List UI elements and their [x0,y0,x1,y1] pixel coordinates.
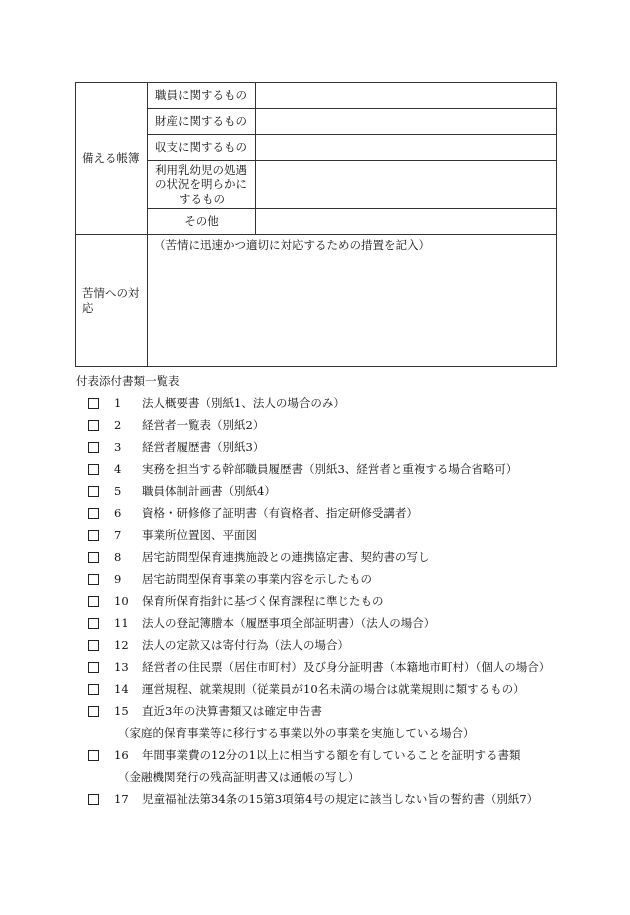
attachment-number: 11 [114,616,129,630]
attachment-text: 法人の登記簿謄本（履歴事項全部証明書）（法人の場合） [142,616,436,630]
attachment-number: 14 [114,682,129,696]
checkbox-icon[interactable] [88,552,99,563]
attachment-item [88,788,550,810]
checkbox-icon[interactable] [88,618,99,629]
books-row-income-field[interactable] [256,135,557,161]
attachment-text: 資格・研修修了証明書（有資格者、指定研修受講者） [142,506,418,520]
complaint-note: （苦情に迅速かつ適切に対応するための措置を記入） [154,238,430,253]
books-label: 備える帳簿 [76,83,148,235]
attachment-number: 2 [114,418,122,432]
books-row-assets-label: 財産に関するもの [148,109,256,135]
attachment-text: 児童福祉法第34条の15第3項第4号の規定に該当しない旨の誓約書（別紙7） [142,792,539,806]
attachment-number: 9 [114,572,122,586]
attachment-text: 法人の定款又は寄付行為（法人の場合） [142,638,349,652]
attachment-item [88,480,550,502]
attachment-text: 居宅訪問型保育連携施設との連携協定書、契約書の写し [142,550,430,564]
attachment-number: 10 [114,594,129,608]
books-row-children-line-3: するもの [179,191,225,206]
attachment-number: 1 [114,396,122,410]
attachment-number: 12 [114,638,129,652]
books-row-children-label [148,161,256,209]
checkbox-icon[interactable] [88,530,99,541]
checkbox-icon[interactable] [88,486,99,497]
attachment-text: 経営者履歴書（別紙3） [142,440,265,454]
attachment-item [88,634,550,656]
checkbox-icon[interactable] [88,596,99,607]
attachment-text: 運営規程、就業規則（従業員が10名未満の場合は就業規則に類するもの） [142,682,525,696]
attachment-number: 8 [114,550,122,564]
attachment-item [88,436,550,458]
checkbox-icon[interactable] [88,508,99,519]
complaint-field[interactable] [148,235,557,367]
attachment-number: 4 [114,462,122,476]
attachment-item [88,656,550,678]
attachment-number: 17 [114,792,129,806]
checkbox-icon[interactable] [88,574,99,585]
checkbox-icon[interactable] [88,684,99,695]
books-row-income-label: 収支に関するもの [148,135,256,161]
checkbox-icon[interactable] [88,398,99,409]
attachment-item [88,414,550,436]
attachment-number: 3 [114,440,122,454]
attachment-item [88,590,550,612]
ledger-complaint-table [75,82,557,367]
attachment-item [88,546,550,568]
attachment-item [88,458,550,480]
attachment-item [88,502,550,524]
attachment-text: 直近3年の決算書類又は確定申告書 [142,704,322,718]
books-row-children-line-1: 利用乳幼児の処遇 [155,163,247,177]
books-row-other-field[interactable] [256,209,557,235]
checkbox-icon[interactable] [88,420,99,431]
attachment-item [88,392,550,414]
attachment-text: 事業所位置図、平面図 [142,528,257,542]
attachment-text: 法人概要書（別紙1、法人の場合のみ） [142,396,345,410]
checkbox-icon[interactable] [88,706,99,717]
books-row-children-line-2: の状況を明らかに [155,177,247,192]
attachment-text: 実務を担当する幹部職員履歴書（別紙3、経営者と重複する場合省略可） [142,462,518,476]
books-row-staff-label: 職員に関するもの [148,83,256,109]
checkbox-icon[interactable] [88,662,99,673]
attachment-item [88,678,550,700]
attachment-number: 16 [114,748,129,762]
checkbox-icon[interactable] [88,464,99,475]
attachment-subnote: （家庭的保育事業等に移行する事業以外の事業を実施している場合） [118,726,475,740]
attachment-number: 7 [114,528,122,542]
attachment-number: 13 [114,660,129,674]
attachment-text: 保育所保育指針に基づく保育課程に準じたもの [142,594,384,608]
attachments-list [88,392,550,810]
attachment-number: 15 [114,704,129,718]
attachment-item [88,568,550,590]
checkbox-icon[interactable] [88,640,99,651]
attachment-item [88,700,550,722]
attachment-number: 6 [114,506,122,520]
checkbox-icon[interactable] [88,442,99,453]
books-row-other-label: その他 [148,209,256,235]
attachment-number: 5 [114,484,122,498]
attachments-title: 付表添付書類一覧表 [76,374,180,388]
attachment-text: 経営者の住民票（居住市町村）及び身分証明書（本籍地市町村）（個人の場合） [142,660,551,674]
attachment-item [88,744,550,766]
complaint-label: 苦情への対応 [76,235,148,367]
books-row-children-field[interactable] [256,161,557,209]
attachment-text: 居宅訪問型保育事業の事業内容を示したもの [142,572,372,586]
attachment-text: 年間事業費の12分の1以上に相当する額を有していることを証明する書類 [142,748,521,762]
attachment-subnote: （金融機関発行の残高証明書又は通帳の写し） [118,770,360,784]
attachment-text: 職員体制計画書（別紙4） [142,484,276,498]
checkbox-icon[interactable] [88,750,99,761]
attachment-text: 経営者一覧表（別紙2） [142,418,265,432]
attachment-item [88,524,550,546]
books-row-assets-field[interactable] [256,109,557,135]
books-row-staff-field[interactable] [256,83,557,109]
attachment-item [88,612,550,634]
checkbox-icon[interactable] [88,794,99,805]
